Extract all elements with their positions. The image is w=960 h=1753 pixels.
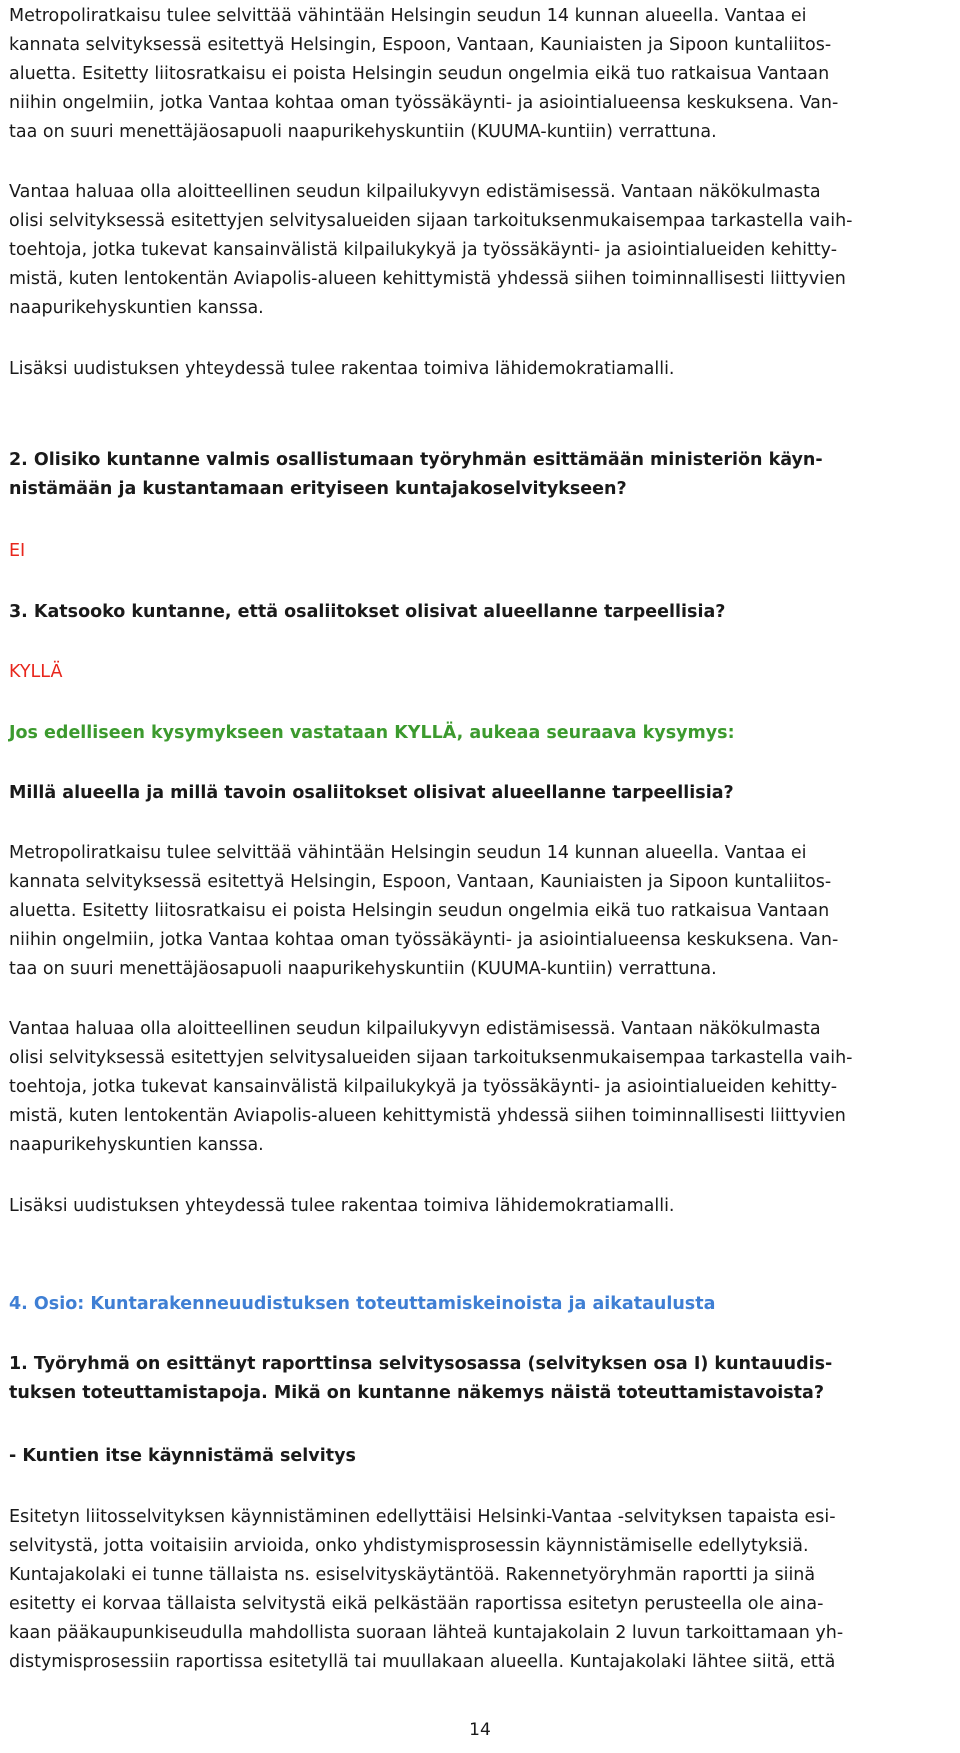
paragraph-metropolitan-solution-repeat: Metropoliratkaisu tulee selvittää vähintään Helsingin seudun 14 kunnan alueella. Vantaa ei kannata selvityksessä esitettyä Helsingin, Espoon, Vantaan, Kauniaisten ja Sipoon kuntaliitos- aluetta. Esitetty liitosratkaisu ei poista Helsingin seudun ongelmia eikä tuo ratkaisua Vantaan niihin ongelmiin, jotka Vantaa kohtaa oman työssäkäynti- ja asiointialueensa keskuksena. Van- taa on suuri menettäjäosapuoli naapurikehyskuntiin (KUUMA-kuntiin) verrattuna. <box>9 843 839 979</box>
answer-3: KYLLÄ <box>9 662 63 682</box>
section-4-subheading: - Kuntien itse käynnistämä selvitys <box>9 1446 356 1466</box>
paragraph-competitiveness-repeat: Vantaa haluaa olla aloitteellinen seudun kilpailukyvyn edistämisessä. Vantaan näkökulmasta olisi selvityksessä esitettyjen selvitysalueiden sijaan tarkoituksenmukaisempaa tarkastella vaih- toehtoja, jotka tukevat kansainvälistä kilpailukykyä ja työssäkäynti- ja asiointialueiden kehitty- mistä, kuten lentokentän Aviapolis-alueen kehittymistä yhdessä siihen toiminnallisesti liittyvien naapurikehyskuntien kanssa. <box>9 1019 853 1155</box>
followup-question: Millä alueella ja millä tavoin osaliitokset olisivat alueellanne tarpeellisia? <box>9 783 734 803</box>
question-3: 3. Katsooko kuntanne, että osaliitokset olisivat alueellanne tarpeellisia? <box>9 602 726 622</box>
question-2: 2. Olisiko kuntanne valmis osallistumaan työryhmän esittämään ministeriön käyn- nistämään ja kustantamaan erityiseen kuntajakoselvitykseen? <box>9 450 823 499</box>
section-4-body: Esitetyn liitosselvityksen käynnistäminen edellyttäisi Helsinki-Vantaa -selvityksen tapaista esi- selvitystä, jotta voitaisiin arvioida, onko yhdistymisprosessin käynnistämiselle edellytyksiä. Kuntajakolaki ei tunne tällaista ns. esiselvityskäytäntöä. Rakennetyöryhmän raportti ja siinä esitetty ei korvaa tällaista selvitystä eikä pelkästään raportissa esitetyn perusteella ole aina- kaan pääkaupunkiseudulla mahdollista suoraan lähteä kuntajakolain 2 luvun tarkoittamaan yh- distymisprosessiin raportissa esitetyllä tai muullakaan alueella. Kuntajakolaki lähtee siitä, että <box>9 1507 844 1672</box>
page-number: 14 <box>469 1720 491 1740</box>
section-4-heading: 4. Osio: Kuntarakenneuudistuksen toteuttamiskeinoista ja aikataulusta <box>9 1294 716 1314</box>
paragraph-local-democracy-repeat: Lisäksi uudistuksen yhteydessä tulee rakentaa toimiva lähidemokratiamalli. <box>9 1196 675 1216</box>
paragraph-metropolitan-solution: Metropoliratkaisu tulee selvittää vähintään Helsingin seudun 14 kunnan alueella. Vantaa ei kannata selvityksessä esitettyä Helsingin, Espoon, Vantaan, Kauniaisten ja Sipoon kuntaliitos- aluetta. Esitetty liitosratkaisu ei poista Helsingin seudun ongelmia eikä tuo ratkaisua Vantaan niihin ongelmiin, jotka Vantaa kohtaa oman työssäkäynti- ja asiointialueensa keskuksena. Van- taa on suuri menettäjäosapuoli naapurikehyskuntiin (KUUMA-kuntiin) verrattuna. <box>9 6 839 142</box>
paragraph-local-democracy: Lisäksi uudistuksen yhteydessä tulee rakentaa toimiva lähidemokratiamalli. <box>9 359 675 379</box>
paragraph-competitiveness: Vantaa haluaa olla aloitteellinen seudun kilpailukyvyn edistämisessä. Vantaan näkökulmasta olisi selvityksessä esitettyjen selvitysalueiden sijaan tarkoituksenmukaisempaa tarkastella vaih- toehtoja, jotka tukevat kansainvälistä kilpailukykyä ja työssäkäynti- ja asiointialueiden kehitty- mistä, kuten lentokentän Aviapolis-alueen kehittymistä yhdessä siihen toiminnallisesti liittyvien naapurikehyskuntien kanssa. <box>9 182 853 318</box>
followup-condition: Jos edelliseen kysymykseen vastataan KYLLÄ, aukeaa seuraava kysymys: <box>9 723 735 743</box>
section-4-question-1: 1. Työryhmä on esittänyt raporttinsa selvitysosassa (selvityksen osa I) kuntauudis- tuksen toteuttamistapoja. Mikä on kuntanne näkemys näistä toteuttamistavoista? <box>9 1354 833 1403</box>
answer-2: EI <box>9 541 26 561</box>
